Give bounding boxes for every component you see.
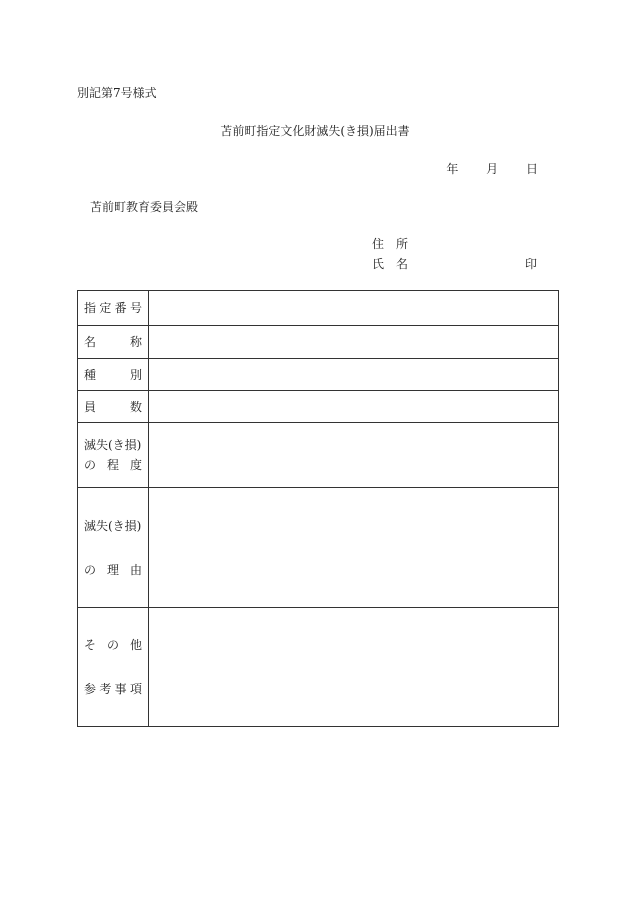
row-label-line <box>84 334 142 350</box>
report-form-table <box>77 290 559 727</box>
form-row-type <box>78 359 559 391</box>
form-row-damage-reason <box>78 488 559 608</box>
row-label-char: 称 <box>129 335 142 349</box>
row-label-damage-reason <box>78 488 149 608</box>
row-label-char: そ <box>84 638 97 652</box>
row-value-count[interactable] <box>149 391 559 423</box>
row-label-char: 程 <box>106 458 119 472</box>
form-row-count <box>78 391 559 423</box>
row-label-char: 番 <box>114 301 127 315</box>
day-label: 日 <box>525 162 538 176</box>
row-label-line <box>84 367 142 383</box>
document-title: 苫前町指定文化財滅失(き損)届出書 <box>220 124 410 138</box>
row-label-char: 定 <box>99 301 112 315</box>
row-value-damage-extent[interactable] <box>149 423 559 488</box>
row-label-line <box>84 437 142 453</box>
form-row-designation-number <box>78 291 559 326</box>
row-value-damage-reason[interactable] <box>149 488 559 608</box>
row-value-name[interactable] <box>149 326 559 359</box>
row-label-char: 事 <box>114 682 127 696</box>
row-label-char: 理 <box>106 562 119 577</box>
row-label-line <box>84 681 142 697</box>
row-label-line <box>84 399 142 415</box>
row-label-line <box>84 637 142 653</box>
row-label-char: 種 <box>84 367 97 382</box>
form-row-other-notes <box>78 608 559 727</box>
row-label-char: 名 <box>84 335 97 349</box>
row-label-char: の <box>106 638 119 652</box>
name-label: 氏 名 <box>372 257 409 271</box>
row-label-line <box>84 562 142 578</box>
row-label-char: 度 <box>129 458 142 472</box>
row-label-char: 指 <box>84 301 97 315</box>
date-line <box>446 160 538 177</box>
row-label-char: の <box>84 458 97 472</box>
address-label: 住 所 <box>372 237 409 251</box>
form-number: 別記第7号様式 <box>77 86 157 100</box>
row-label-char: 考 <box>99 682 112 696</box>
addressee: 苫前町教育委員会殿 <box>90 200 199 214</box>
row-label-char: 由 <box>129 562 142 577</box>
row-label-char: 参 <box>84 682 97 696</box>
row-label-type <box>78 359 149 391</box>
month-label: 月 <box>486 162 499 176</box>
row-label-other-notes <box>78 608 149 727</box>
row-label-line <box>84 300 142 316</box>
row-label-count <box>78 391 149 423</box>
row-label-char: 滅失(き損) <box>84 518 142 533</box>
row-label-char: 滅失(き損) <box>84 438 142 452</box>
form-row-damage-extent <box>78 423 559 488</box>
year-label: 年 <box>446 162 459 176</box>
row-label-line <box>84 518 142 534</box>
row-label-char: の <box>84 562 97 577</box>
row-label-designation-number <box>78 291 149 326</box>
row-label-char: 他 <box>129 638 142 652</box>
row-label-char: 員 <box>84 399 97 414</box>
row-label-line <box>84 457 142 473</box>
row-value-type[interactable] <box>149 359 559 391</box>
row-label-char: 別 <box>129 367 142 382</box>
row-label-char: 数 <box>129 399 142 414</box>
row-label-name <box>78 326 149 359</box>
row-value-designation-number[interactable] <box>149 291 559 326</box>
row-label-char: 号 <box>129 301 142 315</box>
row-label-damage-extent <box>78 423 149 488</box>
row-value-other-notes[interactable] <box>149 608 559 727</box>
seal-mark: 印 <box>525 257 538 271</box>
form-row-name <box>78 326 559 359</box>
row-label-char: 項 <box>129 682 142 696</box>
